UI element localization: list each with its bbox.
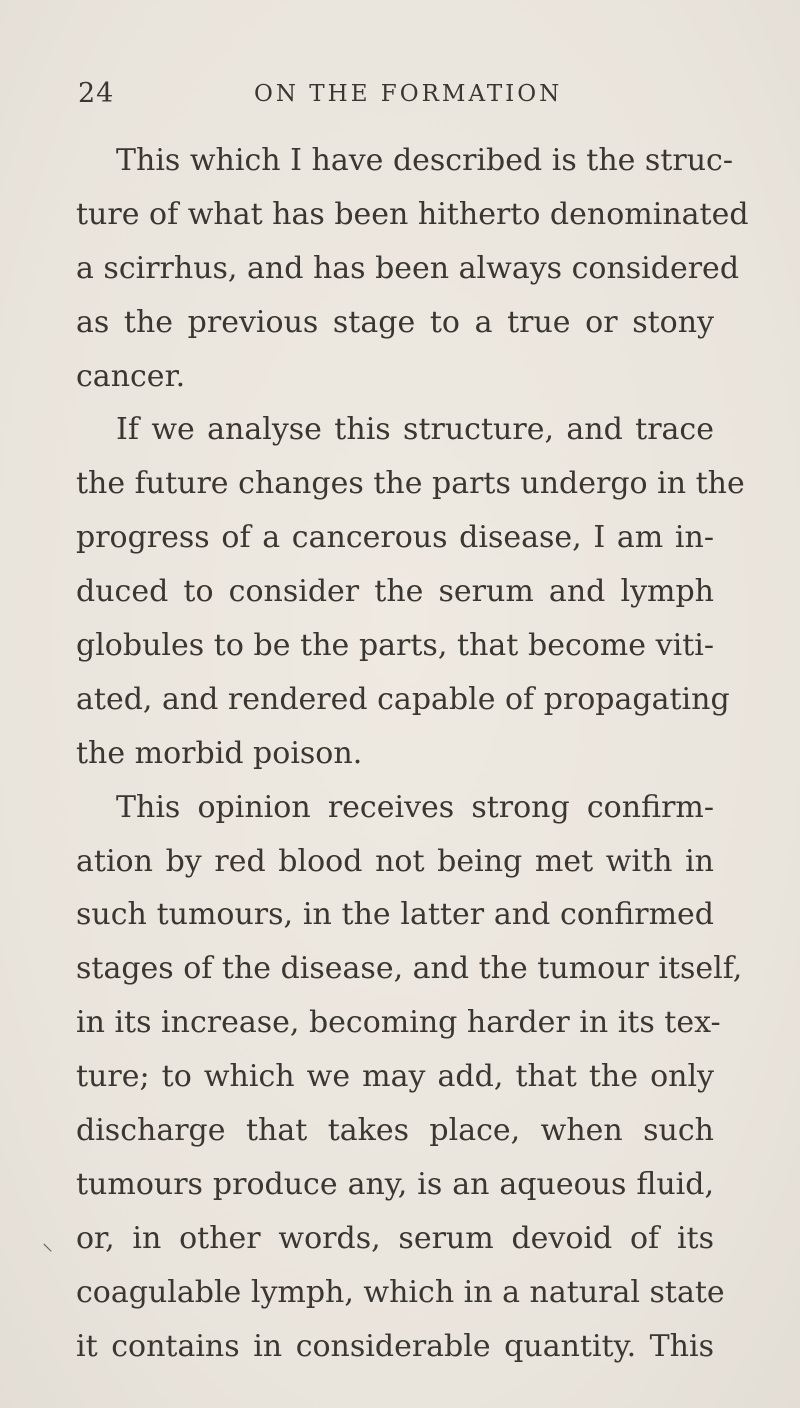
- text-line: This opinion receives strong confirm-: [116, 789, 714, 825]
- text-line: ture; to which we may add, that the only: [76, 1059, 714, 1095]
- text-line: the future changes the parts undergo in the: [76, 466, 745, 502]
- text-line: or, in other words, serum devoid of its: [76, 1220, 714, 1256]
- text-line: coagulable lymph, which in a natural state: [76, 1274, 725, 1310]
- text-line: as the previous stage to a true or stony: [76, 304, 714, 340]
- page-header: [78, 78, 728, 118]
- text-line: This which I have described is the struc-: [116, 143, 733, 178]
- text-line: such tumours, in the latter and confirmed: [76, 897, 714, 933]
- text-line: tumours produce any, is an aqueous fluid,: [76, 1166, 714, 1202]
- text-line: discharge that takes place, when such: [76, 1113, 714, 1149]
- text-line: it contains in considerable quantity. This: [76, 1328, 714, 1364]
- text-line: the morbid poison.: [76, 735, 363, 771]
- text-line: duced to consider the serum and lymph: [76, 574, 714, 610]
- text-line: stages of the disease, and the tumour itself,: [76, 951, 743, 987]
- margin-mark: ⸜: [42, 1231, 54, 1256]
- page-number: 24: [78, 78, 115, 109]
- text-line: globules to be the parts, that become viti-: [76, 628, 714, 664]
- text-line: ation by red blood not being met with in: [76, 843, 714, 879]
- text-line: progress of a cancerous disease, I am in-: [76, 520, 714, 556]
- text-line: in its increase, becoming harder in its tex-: [76, 1005, 721, 1041]
- body-text: [76, 138, 749, 1377]
- text-line: a scirrhus, and has been always considered: [76, 250, 740, 286]
- running-title: ON THE FORMATION: [254, 81, 563, 107]
- text-line: ture of what has been hitherto denominated: [76, 196, 749, 232]
- text-line: cancer.: [76, 358, 186, 394]
- text-line: ated, and rendered capable of propagating: [76, 681, 730, 717]
- text-line: If we analyse this structure, and trace: [116, 412, 714, 448]
